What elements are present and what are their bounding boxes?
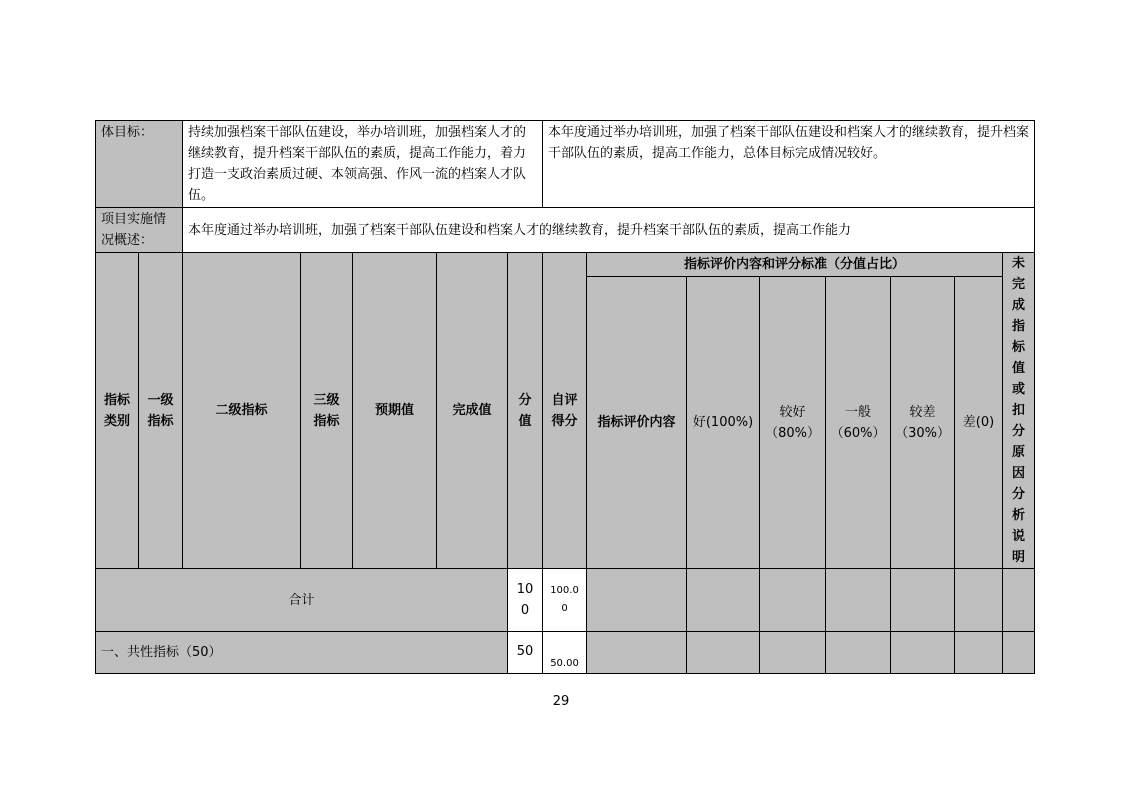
common-fairly-good bbox=[760, 632, 826, 674]
implementation-label bbox=[96, 208, 183, 253]
header-level3 bbox=[301, 253, 353, 569]
reason-char: 析 bbox=[1012, 508, 1026, 523]
header-reason bbox=[1003, 253, 1035, 569]
common-eval-content bbox=[587, 632, 687, 674]
header-score-line2: 值 bbox=[518, 413, 532, 429]
header-criteria-group: 指标评价内容和评分标准（分值占比） bbox=[587, 253, 1003, 277]
reason-char: 分 bbox=[1012, 487, 1026, 502]
overall-goal-row bbox=[96, 121, 1035, 208]
common-reason bbox=[1003, 632, 1035, 674]
header-bad: 差(0) bbox=[955, 277, 1003, 569]
total-score bbox=[508, 569, 543, 632]
reason-char: 因 bbox=[1012, 466, 1026, 481]
header-level1-line2: 指标 bbox=[147, 413, 174, 429]
header-score-line1: 分 bbox=[518, 392, 532, 408]
header-category-line2: 类别 bbox=[103, 413, 130, 429]
header-score bbox=[508, 253, 543, 569]
performance-evaluation-table bbox=[95, 120, 1035, 674]
header-category bbox=[96, 253, 139, 569]
overall-goal-planned: 持续加强档案干部队伍建设，举办培训班，加强档案人才的继续教育，提升档案干部队伍的素质，提高工作能力，着力打造一支政治素质过硬、本领高强、作风一流的档案人才队伍。 bbox=[183, 121, 543, 208]
total-eval-content bbox=[587, 569, 687, 632]
total-score-line2: 0 bbox=[520, 603, 530, 618]
reason-char: 未 bbox=[1012, 256, 1026, 271]
header-level2: 二级指标 bbox=[183, 253, 301, 569]
common-label: 一、共性指标（50） bbox=[96, 632, 508, 674]
header-expected: 预期值 bbox=[353, 253, 437, 569]
total-score-line1: 10 bbox=[516, 582, 534, 597]
total-self-line2: 0 bbox=[561, 603, 568, 614]
header-poor bbox=[891, 277, 955, 569]
implementation-label-line2: 况概述： bbox=[101, 233, 154, 248]
header-fairly-good-line2: （80%） bbox=[765, 425, 820, 441]
reason-char: 或 bbox=[1012, 382, 1026, 397]
reason-char: 扣 bbox=[1012, 403, 1026, 418]
page-number: 29 bbox=[552, 694, 570, 709]
reason-char: 完 bbox=[1012, 277, 1026, 292]
common-self-score: 50.00 bbox=[543, 632, 587, 674]
header-level1 bbox=[139, 253, 183, 569]
header-level3-line2: 指标 bbox=[313, 413, 340, 429]
implementation-text: 本年度通过举办培训班，加强了档案干部队伍建设和档案人才的继续教育，提升档案干部队伍的素质，提高工作能力 bbox=[183, 208, 1035, 253]
total-self-line1: 100.0 bbox=[550, 585, 579, 596]
header-row bbox=[96, 253, 1035, 277]
common-poor bbox=[891, 632, 955, 674]
header-fairly-good-line1: 较好 bbox=[779, 404, 806, 420]
reason-char: 指 bbox=[1012, 319, 1026, 334]
total-poor bbox=[891, 569, 955, 632]
overall-goal-actual: 本年度通过举办培训班，加强了档案干部队伍建设和档案人才的继续教育，提升档案干部队伍的素质，提高工作能力，总体目标完成情况较好。 bbox=[543, 121, 1035, 208]
common-good bbox=[687, 632, 760, 674]
implementation-row bbox=[96, 208, 1035, 253]
reason-char: 原 bbox=[1012, 445, 1026, 460]
reason-char: 明 bbox=[1012, 550, 1026, 565]
header-self-line1: 自评 bbox=[551, 392, 578, 408]
reason-char: 标 bbox=[1012, 340, 1026, 355]
header-eval-content: 指标评价内容 bbox=[587, 277, 687, 569]
header-category-line1: 指标 bbox=[103, 392, 130, 408]
common-bad bbox=[955, 632, 1003, 674]
header-level3-line1: 三级 bbox=[313, 392, 340, 408]
reason-char: 成 bbox=[1012, 298, 1026, 313]
header-poor-line2: （30%） bbox=[895, 425, 950, 441]
total-label: 合计 bbox=[96, 569, 508, 632]
total-good bbox=[687, 569, 760, 632]
total-reason bbox=[1003, 569, 1035, 632]
reason-char: 分 bbox=[1012, 424, 1026, 439]
total-average bbox=[826, 569, 891, 632]
header-good: 好(100%) bbox=[687, 277, 760, 569]
header-poor-line1: 较差 bbox=[909, 404, 936, 420]
header-average-line1: 一般 bbox=[845, 404, 872, 420]
total-bad bbox=[955, 569, 1003, 632]
total-self-score bbox=[543, 569, 587, 632]
overall-goal-label: 体目标： bbox=[96, 121, 183, 208]
header-self-line2: 得分 bbox=[551, 413, 578, 429]
common-score: 50 bbox=[508, 632, 543, 674]
total-row bbox=[96, 569, 1035, 632]
header-fairly-good bbox=[760, 277, 826, 569]
header-self-score bbox=[543, 253, 587, 569]
header-average-line2: （60%） bbox=[830, 425, 886, 441]
reason-char: 值 bbox=[1012, 361, 1026, 376]
reason-char: 说 bbox=[1012, 529, 1026, 544]
header-average bbox=[826, 277, 891, 569]
header-level1-line1: 一级 bbox=[147, 392, 174, 408]
common-average bbox=[826, 632, 891, 674]
total-fairly-good bbox=[760, 569, 826, 632]
header-completed: 完成值 bbox=[437, 253, 508, 569]
implementation-label-line1: 项目实施情 bbox=[101, 212, 167, 227]
common-indicators-row bbox=[96, 632, 1035, 674]
